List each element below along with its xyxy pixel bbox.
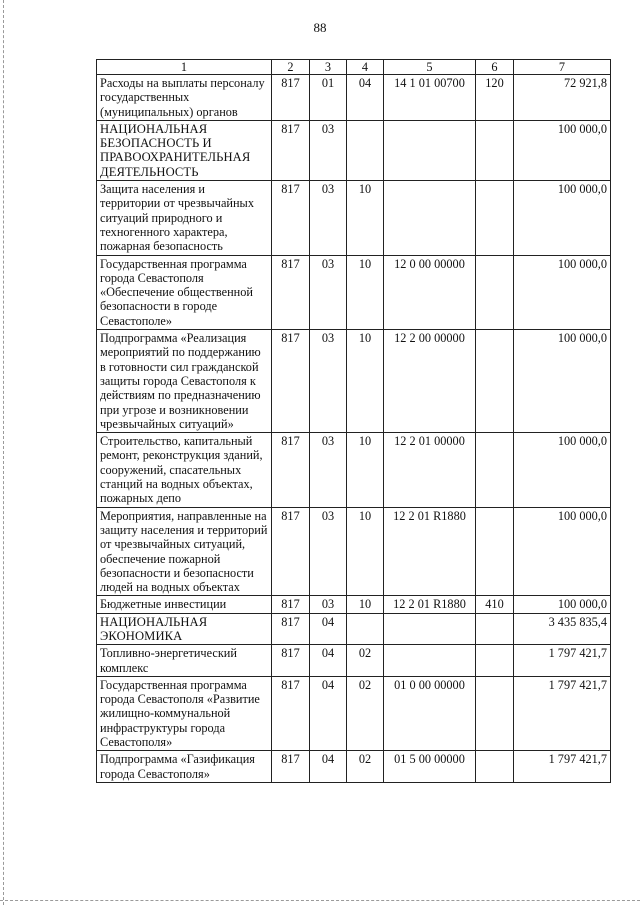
amount-cell: 3 435 835,4 — [514, 613, 611, 645]
table-row — [97, 751, 611, 783]
section-code-cell: 04 — [310, 751, 347, 783]
amount-cell: 100 000,0 — [514, 596, 611, 613]
subsection-code-cell: 04 — [347, 75, 384, 121]
target-article-cell: 12 2 01 R1880 — [384, 596, 476, 613]
ministry-code-cell: 817 — [272, 613, 310, 645]
target-article-cell: 12 0 00 00000 — [384, 255, 476, 329]
ministry-code-cell: 817 — [272, 120, 310, 180]
expense-type-cell — [476, 120, 514, 180]
header-cell: 3 — [310, 60, 347, 75]
item-name-cell: Защита населения и территории от чрезвычайных ситуаций природного и техногенного характера, пожарная безопасность — [97, 181, 272, 255]
target-article-cell: 01 0 00 00000 — [384, 676, 476, 750]
budget-table-body — [97, 60, 611, 783]
header-cell: 4 — [347, 60, 384, 75]
item-name-cell: Бюджетные инвестиции — [97, 596, 272, 613]
subsection-code-cell: 10 — [347, 507, 384, 596]
amount-cell: 100 000,0 — [514, 181, 611, 255]
section-code-cell: 03 — [310, 255, 347, 329]
amount-cell: 100 000,0 — [514, 120, 611, 180]
header-cell: 1 — [97, 60, 272, 75]
item-name-cell: Государственная программа города Севастополя «Обеспечение общественной безопасности в городе Севастополе» — [97, 255, 272, 329]
section-code-cell: 04 — [310, 613, 347, 645]
ministry-code-cell: 817 — [272, 751, 310, 783]
section-code-cell: 03 — [310, 181, 347, 255]
amount-cell: 1 797 421,7 — [514, 676, 611, 750]
expense-type-cell — [476, 507, 514, 596]
table-row — [97, 596, 611, 613]
subsection-code-cell: 10 — [347, 330, 384, 433]
item-name-cell: Подпрограмма «Газификация города Севастополя» — [97, 751, 272, 783]
target-article-cell: 12 2 01 R1880 — [384, 507, 476, 596]
amount-cell: 1 797 421,7 — [514, 645, 611, 677]
subsection-code-cell: 10 — [347, 433, 384, 507]
amount-cell: 72 921,8 — [514, 75, 611, 121]
ministry-code-cell: 817 — [272, 433, 310, 507]
item-name-cell: Расходы на выплаты персоналу государственных (муниципальных) органов — [97, 75, 272, 121]
subsection-code-cell: 02 — [347, 676, 384, 750]
budget-table — [96, 59, 611, 783]
item-name-cell: НАЦИОНАЛЬНАЯ БЕЗОПАСНОСТЬ И ПРАВООХРАНИТЕЛЬНАЯ ДЕЯТЕЛЬНОСТЬ — [97, 120, 272, 180]
ministry-code-cell: 817 — [272, 645, 310, 677]
expense-type-cell — [476, 613, 514, 645]
expense-type-cell — [476, 330, 514, 433]
item-name-cell: НАЦИОНАЛЬНАЯ ЭКОНОМИКА — [97, 613, 272, 645]
ministry-code-cell: 817 — [272, 676, 310, 750]
table-row — [97, 330, 611, 433]
table-header-row — [97, 60, 611, 75]
expense-type-cell — [476, 433, 514, 507]
scan-bottom-edge — [0, 900, 640, 901]
item-name-cell: Мероприятия, направленные на защиту населения и территорий от чрезвычайных ситуаций, обеспечение пожарной безопасности и безопасности людей на водных объектах — [97, 507, 272, 596]
table-row — [97, 255, 611, 329]
table-row — [97, 613, 611, 645]
ministry-code-cell: 817 — [272, 596, 310, 613]
item-name-cell: Подпрограмма «Реализация мероприятий по поддержанию в готовности сил гражданской защиты города Севастополя к действиям по предназначению при угрозе и возникновении чрезвычайных ситуаций» — [97, 330, 272, 433]
table-row — [97, 676, 611, 750]
expense-type-cell — [476, 751, 514, 783]
target-article-cell — [384, 181, 476, 255]
target-article-cell — [384, 613, 476, 645]
amount-cell: 100 000,0 — [514, 330, 611, 433]
table-row — [97, 120, 611, 180]
amount-cell: 100 000,0 — [514, 433, 611, 507]
expense-type-cell: 410 — [476, 596, 514, 613]
ministry-code-cell: 817 — [272, 181, 310, 255]
section-code-cell: 03 — [310, 596, 347, 613]
ministry-code-cell: 817 — [272, 330, 310, 433]
header-cell: 6 — [476, 60, 514, 75]
item-name-cell: Топливно-энергетический комплекс — [97, 645, 272, 677]
table-row — [97, 75, 611, 121]
expense-type-cell — [476, 255, 514, 329]
subsection-code-cell: 10 — [347, 255, 384, 329]
ministry-code-cell: 817 — [272, 75, 310, 121]
subsection-code-cell — [347, 120, 384, 180]
section-code-cell: 04 — [310, 676, 347, 750]
section-code-cell: 01 — [310, 75, 347, 121]
table-row — [97, 181, 611, 255]
header-cell: 5 — [384, 60, 476, 75]
amount-cell: 100 000,0 — [514, 507, 611, 596]
subsection-code-cell: 10 — [347, 596, 384, 613]
target-article-cell — [384, 645, 476, 677]
expense-type-cell — [476, 181, 514, 255]
subsection-code-cell: 02 — [347, 751, 384, 783]
subsection-code-cell: 10 — [347, 181, 384, 255]
page-number: 88 — [313, 20, 327, 35]
target-article-cell: 14 1 01 00700 — [384, 75, 476, 121]
ministry-code-cell: 817 — [272, 255, 310, 329]
scan-left-edge — [3, 0, 4, 905]
table-row — [97, 433, 611, 507]
header-cell: 7 — [514, 60, 611, 75]
section-code-cell: 04 — [310, 645, 347, 677]
target-article-cell: 01 5 00 00000 — [384, 751, 476, 783]
amount-cell: 1 797 421,7 — [514, 751, 611, 783]
section-code-cell: 03 — [310, 507, 347, 596]
target-article-cell: 12 2 00 00000 — [384, 330, 476, 433]
expense-type-cell: 120 — [476, 75, 514, 121]
target-article-cell — [384, 120, 476, 180]
amount-cell: 100 000,0 — [514, 255, 611, 329]
table-row — [97, 507, 611, 596]
target-article-cell: 12 2 01 00000 — [384, 433, 476, 507]
table-row — [97, 645, 611, 677]
item-name-cell: Государственная программа города Севастополя «Развитие жилищно-коммунальной инфраструктуры города Севастополя» — [97, 676, 272, 750]
expense-type-cell — [476, 645, 514, 677]
expense-type-cell — [476, 676, 514, 750]
section-code-cell: 03 — [310, 120, 347, 180]
ministry-code-cell: 817 — [272, 507, 310, 596]
header-cell: 2 — [272, 60, 310, 75]
section-code-cell: 03 — [310, 433, 347, 507]
subsection-code-cell — [347, 613, 384, 645]
subsection-code-cell: 02 — [347, 645, 384, 677]
item-name-cell: Строительство, капитальный ремонт, реконструкция зданий, сооружений, спасательных станций на водных объектах, пожарных депо — [97, 433, 272, 507]
section-code-cell: 03 — [310, 330, 347, 433]
